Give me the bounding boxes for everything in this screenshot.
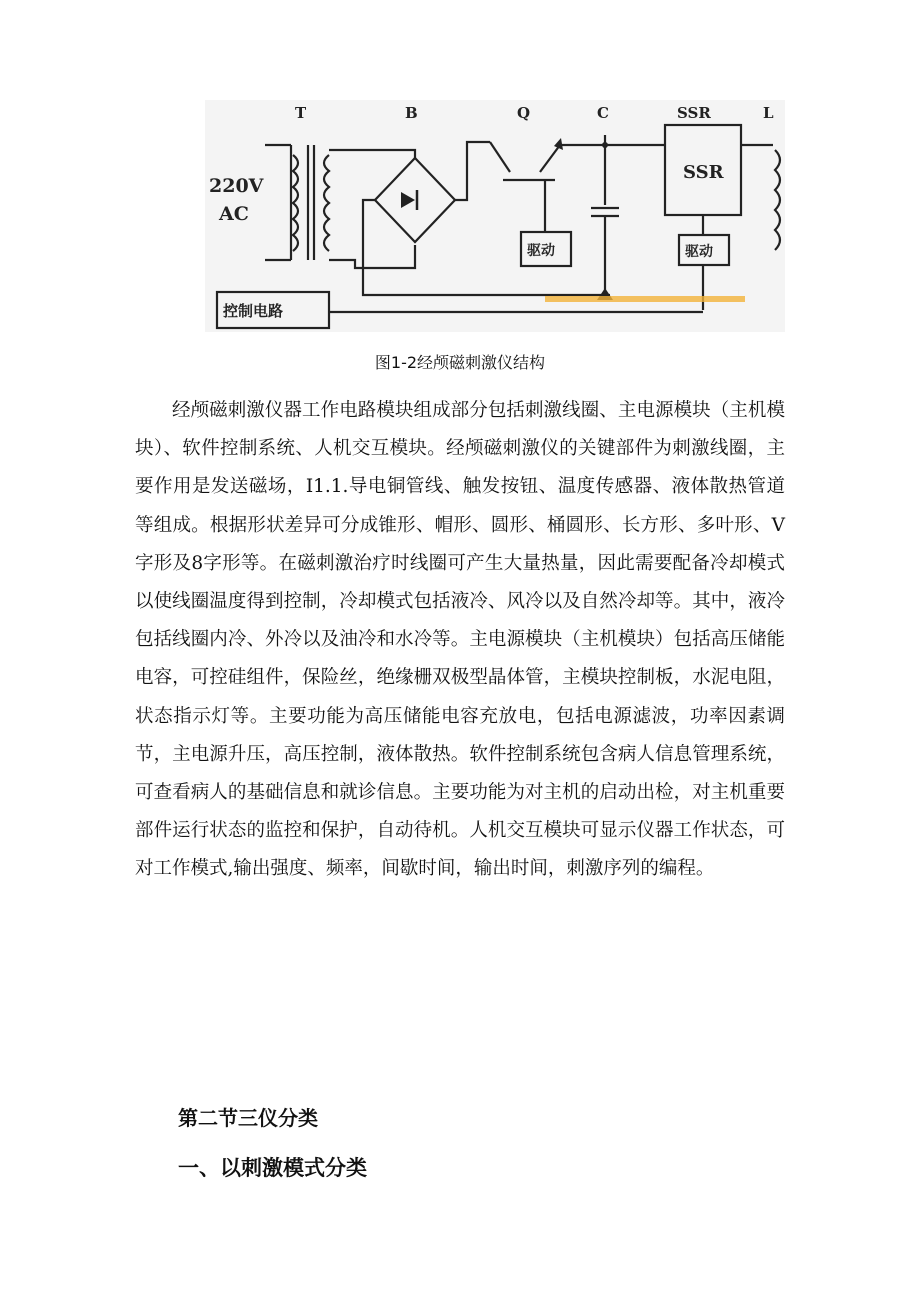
label-ssr-box: SSR [683, 162, 724, 183]
label-voltage: 220V [209, 175, 264, 197]
label-ssr-drive: 驱动 [685, 244, 713, 260]
junction-dot [602, 142, 608, 148]
label-ssr-top: SSR [677, 104, 711, 122]
subsection-heading: 一、以刺激模式分类 [178, 1156, 367, 1180]
label-control: 控制电路 [223, 302, 284, 320]
highlight-stripe [545, 296, 745, 302]
figure-caption: 图1-2经颅磁刺激仪结构 [374, 353, 546, 372]
section-heading: 第二节三仪分类 [178, 1106, 318, 1130]
label-l: L [763, 104, 774, 122]
label-ac: AC [219, 203, 249, 225]
label-b: B [405, 104, 418, 122]
label-q: Q [517, 104, 531, 122]
body-paragraph: 经颅磁刺激仪器工作电路模块组成部分包括刺激线圈、主电源模块（主机模块）、软件控制系统、人机交互模块。经颅磁刺激仪的关键部件为刺激线圈，主要作用是发送磁场，I1.1.导电铜管线、触发按钮、温度传感器、液体散热管道等组成。根据形状差异可分成锥形、帽形、圆形、桶圆形、长方形、多叶形、V字形及8字形等。在磁刺激治疗时线圈可产生大量热量，因此需要配备冷却模式以使线圈温度得到控制，冷却模式包括液冷、风冷以及自然冷却等。其中，液冷包括线圈内冷、外冷以及油冷和水冷等。主电源模块（主机模块）包括高压储能电容，可控硅组件，保险丝，绝缘栅双极型晶体管，主模块控制板，水泥电阻，状态指示灯等。主要功能为高压储能电容充放电，包括电源滤波，功率因素调节，主电源升压，高压控制，液体散热。软件控制系统包含病人信息管理系统，可查看病人的基础信息和就诊信息。主要功能为对主机的启动出检，对主机重要部件运行状态的监控和保护，自动待机。人机交互模块可显示仪器工作状态，可对工作模式,输出强度、频率，间歇时间，输出时间，刺激序列的编程。 [135, 400, 785, 880]
label-t: T [295, 104, 307, 122]
circuit-diagram-svg [205, 100, 785, 332]
label-q-drive: 驱动 [527, 243, 555, 259]
label-c: C [597, 104, 609, 122]
circuit-diagram [205, 100, 785, 332]
